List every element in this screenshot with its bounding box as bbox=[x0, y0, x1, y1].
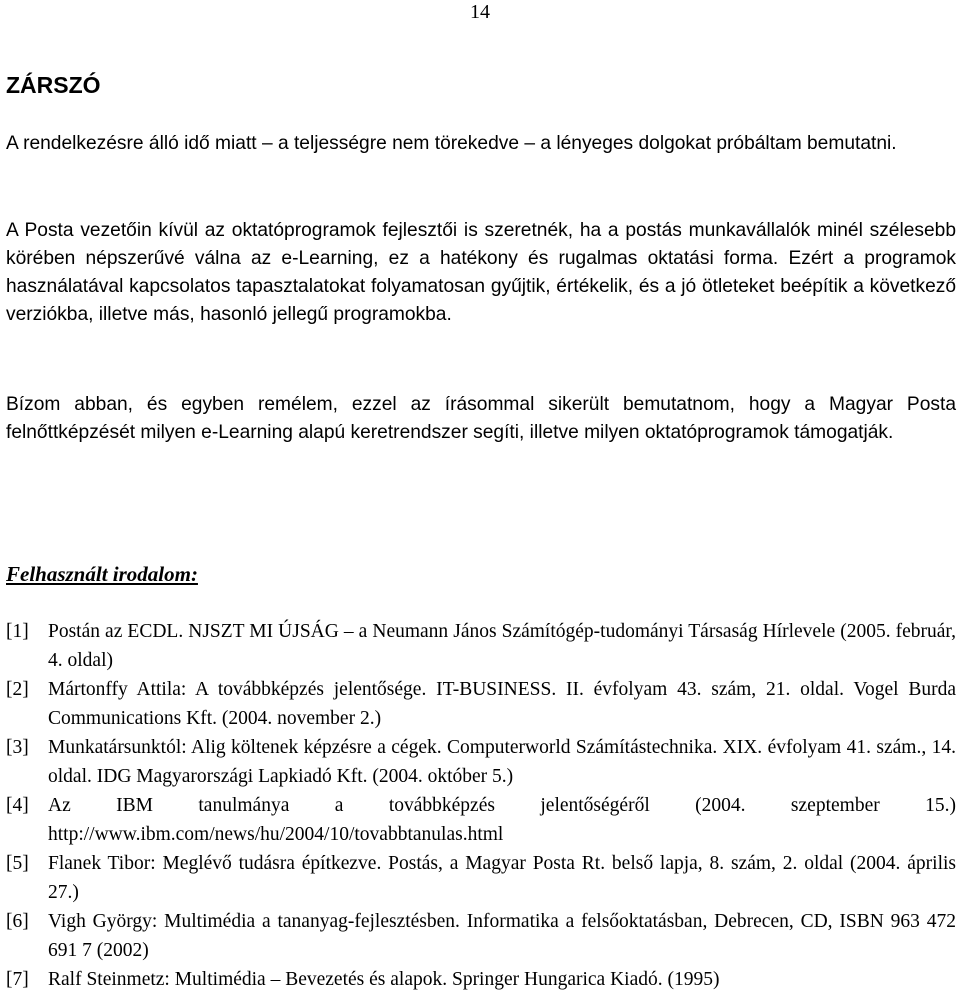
reference-text: Mártonffy Attila: A továbbképzés jelentősége. IT-BUSINESS. II. évfolyam 43. szám, 21. oldal. Vogel Burda Communications Kft. (2004. november 2.) bbox=[48, 679, 956, 729]
reference-number: [7] bbox=[6, 969, 29, 990]
reference-item bbox=[6, 965, 956, 994]
paragraph-conclusion: Bízom abban, és egyben remélem, ezzel az írásommal sikerült bemutatnom, hogy a Magyar Posta felnőttképzését milyen e-Learning alapú keretrendszer segíti, illetve milyen oktatóprogramok támogatják. bbox=[6, 394, 956, 443]
reference-text: Munkatársunktól: Alig költenek képzésre a cégek. Computerworld Számítástechnika. XIX. évfolyam 41. szám., 14. oldal. IDG Magyarországi Lapkiadó Kft. (2004. október 5.) bbox=[48, 737, 956, 787]
paragraph-intro: A rendelkezésre álló idő miatt – a teljességre nem törekedve – a lényeges dolgokat próbáltam bemutatni. bbox=[6, 133, 897, 154]
reference-item bbox=[6, 617, 956, 675]
reference-text: Vigh György: Multimédia a tananyag-fejlesztésben. Informatika a felsőoktatásban, Debrecen, CD, ISBN 963 472 691 7 (2002) bbox=[48, 911, 956, 961]
reference-item bbox=[6, 791, 956, 849]
reference-number: [1] bbox=[6, 621, 29, 642]
page-number: 14 bbox=[470, 1, 490, 23]
section-heading: ZÁRSZÓ bbox=[6, 72, 101, 98]
reference-number: [2] bbox=[6, 679, 29, 700]
reference-number: [3] bbox=[6, 737, 29, 758]
reference-number: [4] bbox=[6, 795, 29, 816]
reference-item bbox=[6, 907, 956, 965]
reference-text: Flanek Tibor: Meglévő tudásra építkezve. Postás, a Magyar Posta Rt. belső lapja, 8. szám, 2. oldal (2004. április 27.) bbox=[48, 853, 956, 903]
reference-item bbox=[6, 733, 956, 791]
reference-text: Ralf Steinmetz: Multimédia – Bevezetés és alapok. Springer Hungarica Kiadó. (1995) bbox=[48, 969, 720, 990]
paragraph-posta: A Posta vezetőin kívül az oktatóprogramok fejlesztői is szeretnék, ha a postás munkavállalók minél szélesebb körében népszerűvé válna az e-Learning, ez a hatékony és rugalmas oktatási forma. Ezért a programok használatával kapcsolatos tapasztalatokat folyamatosan gyűjtik, értékelik, és a jó ötleteket beépítik a következő verziókba, illetve más, hasonló jellegű programokba. bbox=[6, 220, 956, 325]
reference-item bbox=[6, 849, 956, 907]
reference-number: [5] bbox=[6, 853, 29, 874]
references-list bbox=[6, 617, 956, 994]
reference-text: Az IBM tanulmánya a továbbképzés jelentőségéről (2004. szeptember 15.) http://www.ibm.com/news/hu/2004/10/tovabbtanulas.html bbox=[48, 795, 956, 845]
reference-item bbox=[6, 675, 956, 733]
reference-text: Postán az ECDL. NJSZT MI ÚJSÁG – a Neumann János Számítógép-tudományi Társaság Hírlevele (2005. február, 4. oldal) bbox=[48, 621, 956, 671]
reference-number: [6] bbox=[6, 911, 29, 932]
references-title: Felhasznált irodalom: bbox=[6, 562, 198, 586]
